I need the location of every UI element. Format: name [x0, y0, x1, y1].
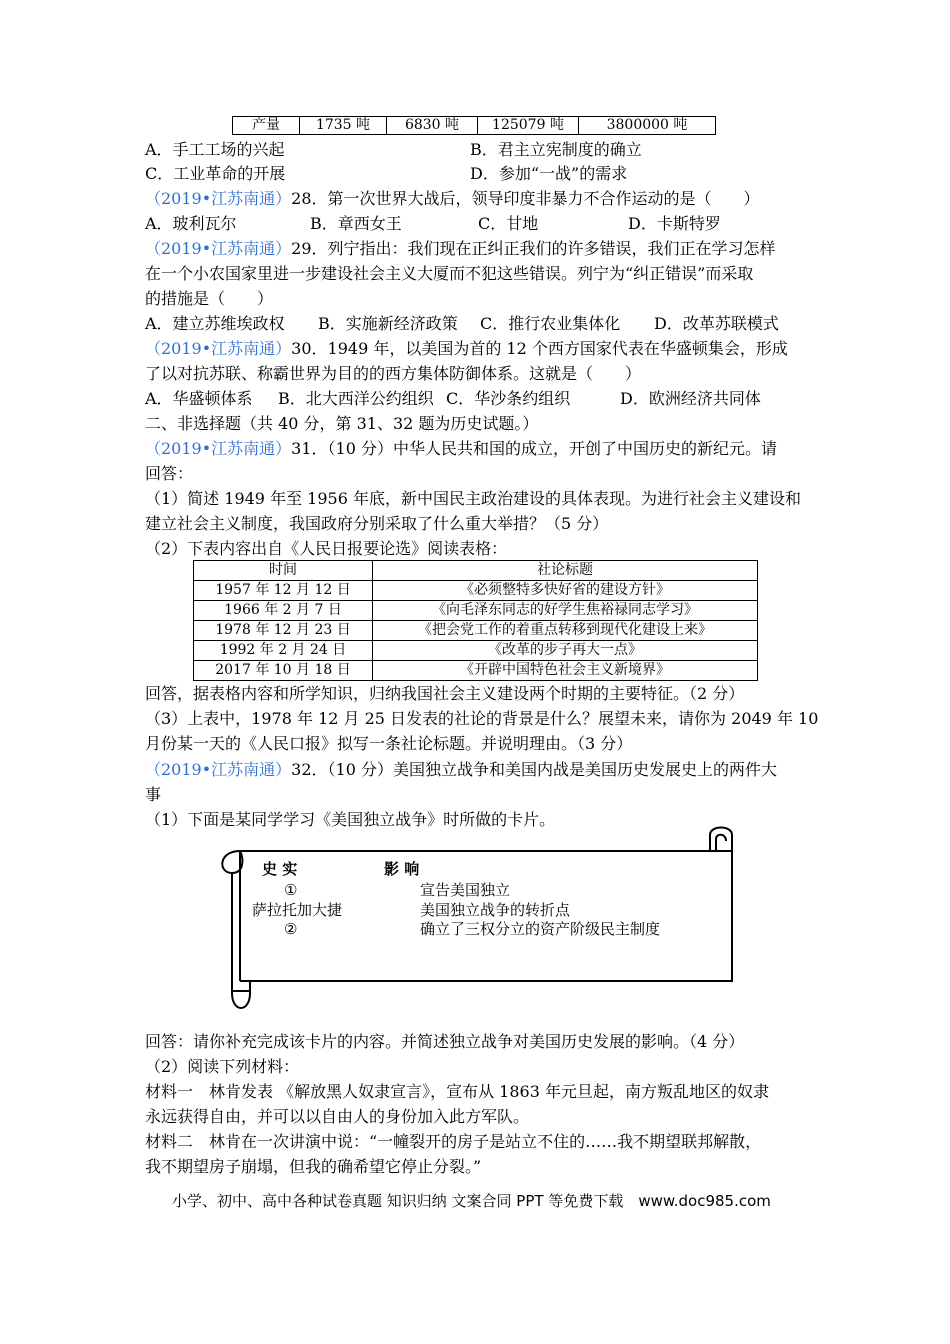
question-text: （2）阅读下列材料：	[145, 1057, 300, 1076]
option-c: C．甘地	[478, 214, 539, 233]
column-header: 社论标题	[373, 561, 758, 581]
table-cell: 《开辟中国特色社会主义新境界》	[373, 661, 758, 681]
question-29	[145, 237, 776, 261]
table-cell: 125079 吨	[478, 117, 579, 135]
option-a: A．玻利瓦尔	[145, 214, 237, 233]
table-row	[194, 641, 758, 661]
table-cell: 2017 年 10 月 18 日	[194, 661, 373, 681]
material-two: 我不期望房子崩塌，但我的确希望它停止分裂。”	[145, 1157, 482, 1176]
question-text: （2）下表内容出自《人民日报要论选》阅读表格：	[145, 539, 508, 558]
table-cell: 6830 吨	[387, 117, 478, 135]
question-stem: 30．1949 年，以美国为首的 12 个西方国家代表在华盛顿集会，形成	[291, 339, 788, 358]
material-one: 材料一 林肯发表 《解放黑人奴隶宣言》，宣布从 1863 年元旦起，南方叛乱地区的奴隶	[145, 1082, 769, 1101]
option-a: A．手工工场的兴起	[145, 140, 285, 159]
card-impact: 宣告美国独立	[420, 881, 511, 899]
option-d: D．欧洲经济共同体	[620, 389, 761, 408]
table-cell: 《必须整特多快好省的建设方针》	[373, 581, 758, 601]
table-cell: 《改革的步子再大一点》	[373, 641, 758, 661]
section-heading: 二、非选择题（共 40 分，第 31、32 题为历史试题。）	[145, 414, 539, 433]
option-d: D．卡斯特罗	[628, 214, 721, 233]
question-text: 月份某一天的《人民口报》拟写一条社论标题。并说明理由。（3 分）	[145, 734, 633, 753]
option-c: C．工业革命的开展	[145, 164, 286, 183]
question-source: （2019•江苏南通）	[145, 339, 292, 358]
question-32	[145, 758, 777, 782]
table-row	[194, 601, 758, 621]
card-fact: ①	[284, 881, 298, 899]
question-text: 回答，据表格内容和所学知识，归纳我国社会主义建设两个时期的主要特征。（2 分）	[145, 684, 745, 703]
material-two: 材料二 林肯在一次讲演中说：“一幢裂开的房子是站立不住的……我不期望联邦解散，	[145, 1132, 762, 1151]
question-source: （2019•江苏南通）	[145, 760, 292, 779]
material-one: 永远获得自由，并可以以自由人的身份加入此方军队。	[145, 1107, 530, 1126]
table-cell: 《把会党工作的着重点转移到现代化建设上来》	[373, 621, 758, 641]
option-d: D．改革苏联模式	[654, 314, 779, 333]
question-text: 了以对抗苏联、称霸世界为目的的西方集体防御体系。这就是（ ）	[145, 364, 642, 383]
option-b: B．北大西洋公约组织	[278, 389, 434, 408]
option-b: B．实施新经济政策	[318, 314, 458, 333]
table-row	[233, 117, 716, 135]
table-header-row	[194, 561, 758, 581]
table-cell: 1966 年 2 月 7 日	[194, 601, 373, 621]
question-text: 的措施是（ ）	[145, 289, 274, 308]
editorial-table	[193, 560, 758, 681]
question-text: （1）简述 1949 年至 1956 年底，新中国民主政治建设的具体表现。为进行社会主义建设和	[145, 489, 801, 508]
question-text: （1）下面是某同学学习《美国独立战争》时所做的卡片。	[145, 810, 556, 829]
question-source: （2019•江苏南通）	[145, 439, 292, 458]
question-stem: 31．（10 分）中华人民共和国的成立，开创了中国历史的新纪元。请	[291, 439, 777, 458]
table-cell: 1978 年 12 月 23 日	[194, 621, 373, 641]
option-a: A．建立苏维埃政权	[145, 314, 285, 333]
option-c: C．推行农业集体化	[480, 314, 621, 333]
page-footer: 小学、初中、高中各种试卷真题 知识归纳 文案合同 PPT 等免费下载 www.doc985.com	[172, 1192, 771, 1210]
question-source: （2019•江苏南通）	[145, 189, 292, 208]
production-table	[232, 116, 716, 135]
question-31	[145, 437, 777, 461]
question-text: 建立社会主义制度，我国政府分别采取了什么重大举措？（5 分）	[145, 514, 609, 533]
question-text: 回答：请你补充完成该卡片的内容。并简述独立战争对美国历史发展的影响。（4 分）	[145, 1032, 745, 1051]
option-a: A．华盛顿体系	[145, 389, 253, 408]
card-fact: 萨拉托加大捷	[252, 901, 343, 919]
option-d: D．参加“一战”的需求	[470, 164, 628, 183]
card-fact: ②	[284, 920, 298, 938]
question-stem: 28．第一次世界大战后，领导印度非暴力不合作运动的是（ ）	[291, 189, 760, 208]
card-header-impact: 影 响	[384, 860, 420, 878]
column-header: 时间	[194, 561, 373, 581]
table-row	[194, 581, 758, 601]
question-stem: 32．（10 分）美国独立战争和美国内战是美国历史发展史上的两件大	[291, 760, 777, 779]
table-cell: 3800000 吨	[579, 117, 716, 135]
question-text: （3）上表中，1978 年 12 月 25 日发表的社论的背景是什么？展望未来，请你为 2049 年 10	[145, 709, 819, 728]
question-text: 事	[145, 785, 162, 804]
table-row	[194, 661, 758, 681]
table-cell: 产量	[233, 117, 300, 135]
table-row	[194, 621, 758, 641]
table-cell: 1735 吨	[300, 117, 387, 135]
question-28	[145, 187, 760, 211]
option-b: B．君主立宪制度的确立	[470, 140, 642, 159]
card-impact: 美国独立战争的转折点	[420, 901, 571, 919]
table-cell: 《向毛泽东同志的好学生焦裕禄同志学习》	[373, 601, 758, 621]
option-c: C．华沙条约组织	[446, 389, 571, 408]
card-header-fact: 史 实	[262, 860, 298, 878]
question-text: 在一个小农国家里进一步建设社会主义大厦而不犯这些错误。列宁为“纠正错误”而采取	[145, 264, 754, 283]
question-source: （2019•江苏南通）	[145, 239, 292, 258]
question-text: 回答：	[145, 464, 194, 483]
table-cell: 1992 年 2 月 24 日	[194, 641, 373, 661]
question-30	[145, 337, 788, 361]
option-b: B．章西女王	[310, 214, 402, 233]
card-impact: 确立了三权分立的资产阶级民主制度	[420, 920, 661, 938]
question-stem: 29．列宁指出：我们现在正纠正我们的许多错误，我们正在学习怎样	[291, 239, 776, 258]
table-cell: 1957 年 12 月 12 日	[194, 581, 373, 601]
